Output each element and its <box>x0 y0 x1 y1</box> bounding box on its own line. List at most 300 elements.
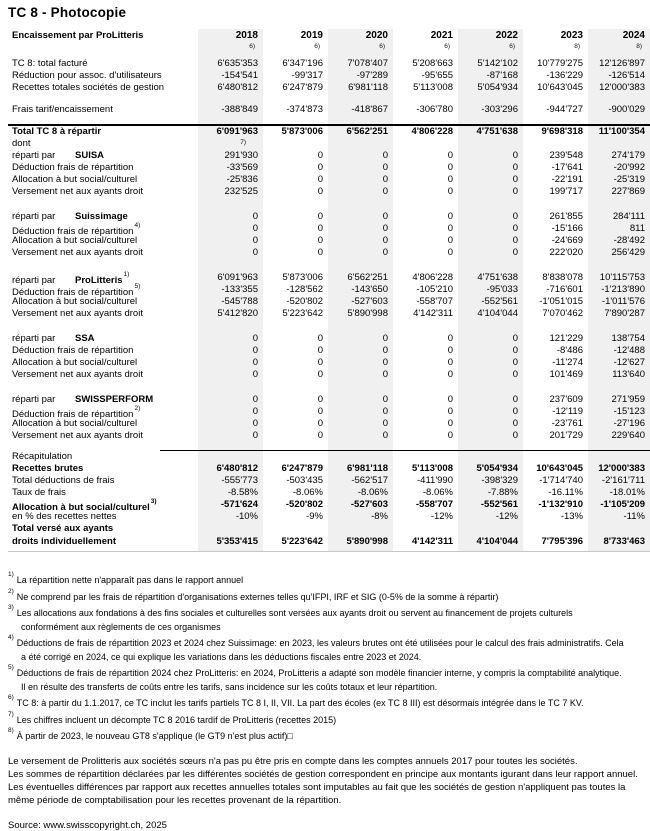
cell-value: 5'223'642 <box>282 308 323 319</box>
row-label <box>0 369 198 381</box>
cell-value: 0 <box>382 223 388 234</box>
footnote <box>8 604 628 634</box>
cell-value: 10'643'045 <box>536 463 583 474</box>
cell-empty <box>328 451 393 463</box>
cell-value: 232'525 <box>224 186 258 197</box>
cell-value: 261'855 <box>549 211 583 222</box>
year-footnote-marker: 8) <box>636 43 642 50</box>
cell-value: 0 <box>252 223 258 234</box>
row-label-text: Recettes totales sociétés de gestion <box>12 82 165 93</box>
year-footnote-marker: 8) <box>574 43 580 50</box>
table-row <box>0 150 650 162</box>
cell-value: 121'229 <box>549 333 583 344</box>
cell-value: 12'000'383 <box>598 463 645 474</box>
cell-empty <box>523 523 588 534</box>
cell-value: 0 <box>512 150 518 161</box>
cell-value: 0 <box>317 186 323 197</box>
row-gap <box>0 198 650 211</box>
cell-value: 0 <box>252 369 258 380</box>
cell-value: 0 <box>512 406 518 417</box>
cell-value: 0 <box>382 369 388 380</box>
cell-value: 0 <box>447 369 453 380</box>
cell-value: -27'196 <box>613 418 645 429</box>
footnote <box>8 634 628 664</box>
year-footnote-marker: 6) <box>314 43 320 50</box>
row-label-text: Recettes brutes <box>12 463 84 474</box>
footnote-marker: 3) <box>8 604 14 611</box>
cell-value: 0 <box>512 418 518 429</box>
cell-value: -12'119 <box>552 406 583 417</box>
table-row <box>0 418 650 430</box>
row-label <box>0 463 198 475</box>
cell-value: 4'751'638 <box>476 126 518 137</box>
row-label <box>0 451 198 463</box>
row-label <box>0 283 198 299</box>
cell-value: 0 <box>382 162 388 173</box>
cell-value: 0 <box>252 406 258 417</box>
cell-value: -20'992 <box>613 162 645 173</box>
cell-value: -558'707 <box>415 499 453 510</box>
society-name: ProLitteris <box>75 275 123 287</box>
table-row <box>0 498 650 514</box>
row-label <box>0 104 198 116</box>
cell-empty <box>523 451 588 463</box>
cell-value: 8'838'078 <box>542 272 583 283</box>
cell-value: 5'054'934 <box>476 463 518 474</box>
cell-value: 0 <box>317 223 323 234</box>
cell-value: -12'488 <box>613 345 645 356</box>
footnote <box>8 727 628 744</box>
footnote-marker: 4) <box>8 634 14 641</box>
row-label <box>0 405 198 421</box>
cell-value: 12'126'897 <box>599 58 645 69</box>
data-table <box>0 29 650 552</box>
society-name: SWISSPERFORM <box>75 394 154 405</box>
row-label-prefix: réparti par <box>12 275 56 287</box>
footnotes-block <box>8 571 628 744</box>
cell-value: 229'640 <box>611 430 645 441</box>
cell-value: -15'166 <box>551 223 583 234</box>
cell-value: -306'780 <box>416 104 453 115</box>
cell-value: -1'132'910 <box>538 499 583 510</box>
cell-value: 6'562'251 <box>346 126 388 137</box>
cell-value: 6'981'118 <box>347 463 388 474</box>
row-label <box>0 211 198 223</box>
row-label-text: Déduction frais de répartition <box>12 226 134 238</box>
table-row <box>0 138 650 150</box>
row-label-text: Déduction frais de répartition <box>12 409 134 421</box>
year-header: 2018 <box>235 30 258 41</box>
footnote-marker: 5) <box>8 664 14 671</box>
cell-value: -13% <box>560 511 583 522</box>
row-label <box>0 430 198 442</box>
cell-value: 274'179 <box>611 150 645 161</box>
cell-value: 0 <box>382 430 388 441</box>
cell-value: -374'873 <box>286 104 323 115</box>
cell-value: -28'492 <box>613 235 645 246</box>
cell-value: -8.06% <box>422 487 453 498</box>
table-row <box>0 82 650 94</box>
footnote <box>8 694 628 711</box>
cell-value: 0 <box>447 247 453 258</box>
cell-value: 0 <box>382 345 388 356</box>
row-label <box>0 333 198 345</box>
cell-value: 0 <box>512 162 518 173</box>
cell-empty <box>393 451 458 463</box>
cell-value: -503'435 <box>286 475 323 486</box>
cell-value: -12% <box>430 511 453 522</box>
table-row <box>0 247 650 259</box>
row-label <box>0 394 198 406</box>
row-label <box>0 418 198 430</box>
cell-value: -126'514 <box>608 70 645 81</box>
year-notes-row <box>0 43 650 52</box>
cell-value: 4'806'228 <box>411 126 453 137</box>
row-label <box>0 271 198 287</box>
row-label-text: Versement net aux ayants droit <box>12 186 143 197</box>
table-body <box>0 52 650 552</box>
cell-value: 0 <box>252 333 258 344</box>
row-label <box>0 296 198 308</box>
paragraphs-block <box>8 755 640 807</box>
cell-value: -552'561 <box>481 296 518 307</box>
year-header: 2020 <box>365 30 388 41</box>
cell-value: 0 <box>252 357 258 368</box>
footnote <box>8 571 628 588</box>
table-row <box>0 463 650 475</box>
table-row <box>0 534 650 547</box>
cell-value: 4'751'638 <box>477 272 518 283</box>
cell-value: 291'930 <box>224 150 258 161</box>
table-row <box>0 475 650 487</box>
cell-value: -1'213'890 <box>601 284 645 295</box>
table-row <box>0 333 650 345</box>
cell-value: -388'849 <box>221 104 258 115</box>
cell-value: 8'733'463 <box>603 536 645 547</box>
cell-value: 4'104'044 <box>476 536 518 547</box>
row-label <box>0 247 198 259</box>
table-row <box>0 235 650 247</box>
row-label-text: droits individuellement <box>12 536 116 547</box>
society-name: SUISA <box>75 150 105 161</box>
cell-value: 0 <box>317 357 323 368</box>
cell-value: 5'890'998 <box>346 536 388 547</box>
row-label-text: Déduction frais de répartition <box>12 162 134 173</box>
row-label-text: Allocation à but social/culturel <box>12 296 138 307</box>
table-row <box>0 58 650 70</box>
row-label <box>0 126 198 138</box>
cell-value: -8.06% <box>357 487 388 498</box>
cell-value: 0 <box>317 345 323 356</box>
cell-value: 0 <box>317 211 323 222</box>
footnote-marker: 8) <box>8 727 14 734</box>
cell-value: 0 <box>447 345 453 356</box>
cell-value: -571'624 <box>220 499 258 510</box>
cell-value: -143'650 <box>351 284 388 295</box>
cell-value: 0 <box>382 333 388 344</box>
row-label <box>0 138 198 150</box>
footnote-text: Déductions de frais de répartition 2023 et 2024 chez Suissimage: en 2023, les valeurs brutes ont été utilisées pour le calcul des frais administratifs. Cela a été corrigé en 2024, ce qui explique les variations dans les déductions fiscales entre 2023 et 2024. <box>16 638 624 662</box>
table-header-row <box>0 29 650 43</box>
cell-value: 5'412'820 <box>217 308 258 319</box>
cell-value: 10'779'275 <box>537 58 583 69</box>
cell-value: -520'802 <box>285 499 323 510</box>
row-gap <box>0 381 650 394</box>
cell-value: 0 <box>512 174 518 185</box>
cell-value: 9'698'318 <box>541 126 583 137</box>
footnote-ref: 4) <box>134 222 141 229</box>
cell-value: 0 <box>317 430 323 441</box>
cell-value: -303'296 <box>481 104 518 115</box>
section-rule <box>8 551 650 552</box>
page-title: TC 8 - Photocopie <box>8 5 127 20</box>
footnote-marker: 1) <box>8 571 14 578</box>
year-header: 2019 <box>300 30 323 41</box>
report-page <box>0 5 650 831</box>
table-row <box>0 511 650 523</box>
row-label-text: Frais tarif/encaissement <box>12 104 113 115</box>
table-row <box>0 345 650 357</box>
cell-value: 0 <box>317 406 323 417</box>
row-label <box>0 82 198 94</box>
cell-value: -558'707 <box>416 296 453 307</box>
cell-value: 227'869 <box>611 186 645 197</box>
footnote <box>8 711 628 728</box>
row-gap <box>0 94 650 104</box>
cell-value: 0 <box>447 430 453 441</box>
cell-value: 5'353'415 <box>216 536 258 547</box>
cell-value: 237'609 <box>549 394 583 405</box>
row-label-text: Déduction frais de répartition <box>12 287 134 299</box>
row-label <box>0 534 198 547</box>
cell-value: -105'210 <box>416 284 453 295</box>
cell-value: 0 <box>447 162 453 173</box>
row-label-text: Récapitulation <box>12 451 73 462</box>
row-label-text: Allocation à but social/culturel <box>12 418 138 429</box>
cell-value: -527'603 <box>351 296 388 307</box>
cell-value: -8'486 <box>556 345 583 356</box>
cell-value: -17'641 <box>551 162 583 173</box>
footnote-text: Les chiffres incluent un décompte TC 8 2016 tardif de ProLitteris (recettes 2015) <box>16 714 337 725</box>
cell-value: -8.06% <box>292 487 323 498</box>
row-label <box>0 186 198 198</box>
cell-value: -1'105'209 <box>600 499 645 510</box>
cell-value: -8.58% <box>227 487 258 498</box>
row-label-text: dont <box>12 138 31 149</box>
cell-value: 0 <box>447 333 453 344</box>
footnote-ref: 5) <box>134 283 141 290</box>
cell-empty <box>198 523 263 534</box>
cell-value: -8% <box>371 511 388 522</box>
cell-value: -11'274 <box>552 357 583 368</box>
table-row <box>0 70 650 82</box>
row-label-text: Taux de frais <box>12 487 66 498</box>
row-gap <box>0 442 650 450</box>
year-header: 2021 <box>430 30 453 41</box>
cell-empty <box>198 451 263 463</box>
table-row <box>0 211 650 223</box>
cell-value: -1'714'740 <box>539 475 583 486</box>
table-row <box>0 222 650 238</box>
cell-value: 4'806'228 <box>412 272 453 283</box>
cell-value: 0 <box>447 150 453 161</box>
cell-value: -2'161'711 <box>601 475 645 486</box>
cell-value: -562'517 <box>351 475 388 486</box>
cell-value: -418'867 <box>351 104 388 115</box>
row-label <box>0 523 198 534</box>
cell-value: 0 <box>512 345 518 356</box>
cell-value: 0 <box>447 223 453 234</box>
cell-value: -545'788 <box>221 296 258 307</box>
cell-value: 222'020 <box>549 247 583 258</box>
cell-value: -900'029 <box>608 104 645 115</box>
row-label-text: Allocation à but social/culturel <box>12 235 138 246</box>
cell-value: 201'729 <box>549 430 583 441</box>
table-row <box>0 430 650 442</box>
cell-value: -23'761 <box>551 418 583 429</box>
row-label <box>0 235 198 247</box>
cell-value: 239'548 <box>549 150 583 161</box>
cell-value: -99'317 <box>291 70 323 81</box>
cell-empty <box>588 451 650 463</box>
table-row <box>0 487 650 499</box>
cell-value: -87'168 <box>486 70 518 81</box>
table-row <box>0 174 650 186</box>
cell-value: 0 <box>317 369 323 380</box>
cell-value: 5'223'642 <box>281 536 323 547</box>
cell-value: 0 <box>382 186 388 197</box>
cell-value: 10'115'753 <box>599 272 645 283</box>
cell-value: 0 <box>447 357 453 368</box>
table-row <box>0 126 650 138</box>
cell-empty <box>328 138 393 150</box>
paragraph: Le versement de Prolitteris aux sociétés sœurs n'a pas pu être pris en compte dans les comptes annuels 2017 pour toutes les sociétés. <box>8 755 578 767</box>
table-row <box>0 394 650 406</box>
cell-value: -15'123 <box>613 406 645 417</box>
table-row <box>0 104 650 116</box>
cell-value: 6'480'812 <box>216 463 258 474</box>
cell-value: -944'727 <box>546 104 583 115</box>
year-footnote-marker: 6) <box>444 43 450 50</box>
cell-empty <box>523 138 588 150</box>
cell-value: 0 <box>317 235 323 246</box>
cell-value: -136'229 <box>546 70 583 81</box>
row-label-text: TC 8: total facturé <box>12 58 88 69</box>
footnote-marker: 2) <box>8 587 14 595</box>
row-label-text: Déduction frais de répartition <box>12 345 134 356</box>
cell-value: -12'627 <box>613 357 645 368</box>
cell-value: 0 <box>382 247 388 258</box>
row-label <box>0 70 198 82</box>
cell-value: 5'142'102 <box>477 58 518 69</box>
cell-value: 0 <box>382 406 388 417</box>
table-row <box>0 451 650 463</box>
row-label <box>0 150 198 162</box>
cell-value: 5'208'663 <box>412 58 453 69</box>
cell-value: -10% <box>235 511 258 522</box>
cell-value: 0 <box>382 174 388 185</box>
row-label <box>0 58 198 70</box>
cell-value: 6'480'812 <box>217 82 258 93</box>
row-label-text: Versement net aux ayants droit <box>12 247 143 258</box>
cell-value: -716'601 <box>546 284 583 295</box>
cell-value: -95'033 <box>486 284 518 295</box>
table-row <box>0 369 650 381</box>
row-label-text: Allocation à but social/culturel <box>12 174 138 185</box>
row-label-text: Réduction pour assoc. d'utilisateurs <box>12 70 162 81</box>
cell-value: 0 <box>382 235 388 246</box>
cell-value: 811 <box>629 223 645 234</box>
cell-value: 256'429 <box>611 247 645 258</box>
cell-value: -154'541 <box>221 70 258 81</box>
cell-value: 12'000'383 <box>599 82 645 93</box>
cell-empty <box>588 138 650 150</box>
cell-value: 0 <box>512 247 518 258</box>
cell-value: -11% <box>623 511 645 522</box>
year-header: 2022 <box>495 30 518 41</box>
footnote-ref: 1) <box>123 271 130 278</box>
cell-value: 6'635'353 <box>217 58 258 69</box>
cell-value: 101'469 <box>549 369 583 380</box>
cell-value: 5'890'998 <box>347 308 388 319</box>
cell-value: 0 <box>512 333 518 344</box>
row-label <box>0 498 198 514</box>
cell-value: 0 <box>512 186 518 197</box>
cell-value: 0 <box>512 223 518 234</box>
cell-value: -25'836 <box>226 174 258 185</box>
row-label-text: Total TC 8 à répartir <box>12 126 102 137</box>
cell-empty <box>458 523 523 534</box>
cell-value: 6'247'879 <box>281 463 323 474</box>
row-label <box>0 511 198 523</box>
year-footnote-marker: 6) <box>379 43 385 50</box>
cell-empty <box>458 451 523 463</box>
table-row <box>0 186 650 198</box>
cell-value: 0 <box>317 247 323 258</box>
year-footnote-marker: 6) <box>509 43 515 50</box>
cell-value: -527'603 <box>350 499 388 510</box>
row-label-prefix: réparti par <box>12 333 56 344</box>
row-label-text: Total versé aux ayants <box>12 523 114 534</box>
cell-value: 0 <box>317 174 323 185</box>
cell-value: -411'990 <box>417 475 453 486</box>
footnote-ref: 3) <box>150 498 157 505</box>
cell-value: 6'981'118 <box>348 82 388 93</box>
table-row <box>0 357 650 369</box>
cell-value: 5'873'006 <box>282 272 323 283</box>
table-row <box>0 271 650 287</box>
row-label-text: Versement net aux ayants droit <box>12 308 143 319</box>
year-footnote-marker: 6) <box>249 43 255 50</box>
cell-value: 138'754 <box>611 333 645 344</box>
row-label <box>0 162 198 174</box>
footnote-text: Ne comprend par les frais de répartition d'organisations externes telles qu'IFPI, IRF et SIG (0-5% de la somme à répartir) <box>16 591 499 602</box>
cell-value: 7'795'396 <box>541 536 583 547</box>
cell-value: -33'569 <box>226 162 258 173</box>
source-line: Source: www.swisscopyright.ch, 2025 <box>8 819 167 831</box>
cell-value: 0 <box>512 430 518 441</box>
cell-value: 0 <box>512 235 518 246</box>
cell-value: 5'113'008 <box>412 463 453 474</box>
cell-value: 0 <box>447 406 453 417</box>
cell-value: 11'100'354 <box>598 126 645 137</box>
cell-value: -1'011'576 <box>601 296 645 307</box>
row-label-text: Versement net aux ayants droit <box>12 369 143 380</box>
footnote-text: TC 8: à partir du 1.1.2017, ce TC inclut les tarifs partiels TC 8 I, II, VII. La part des écoles (ex TC 8 III) est désormais intégrée dans le TC 7 KV. <box>16 698 584 708</box>
cell-value: 284'111 <box>612 211 645 222</box>
cell-value: -97'289 <box>356 70 388 81</box>
cell-empty <box>458 138 523 150</box>
